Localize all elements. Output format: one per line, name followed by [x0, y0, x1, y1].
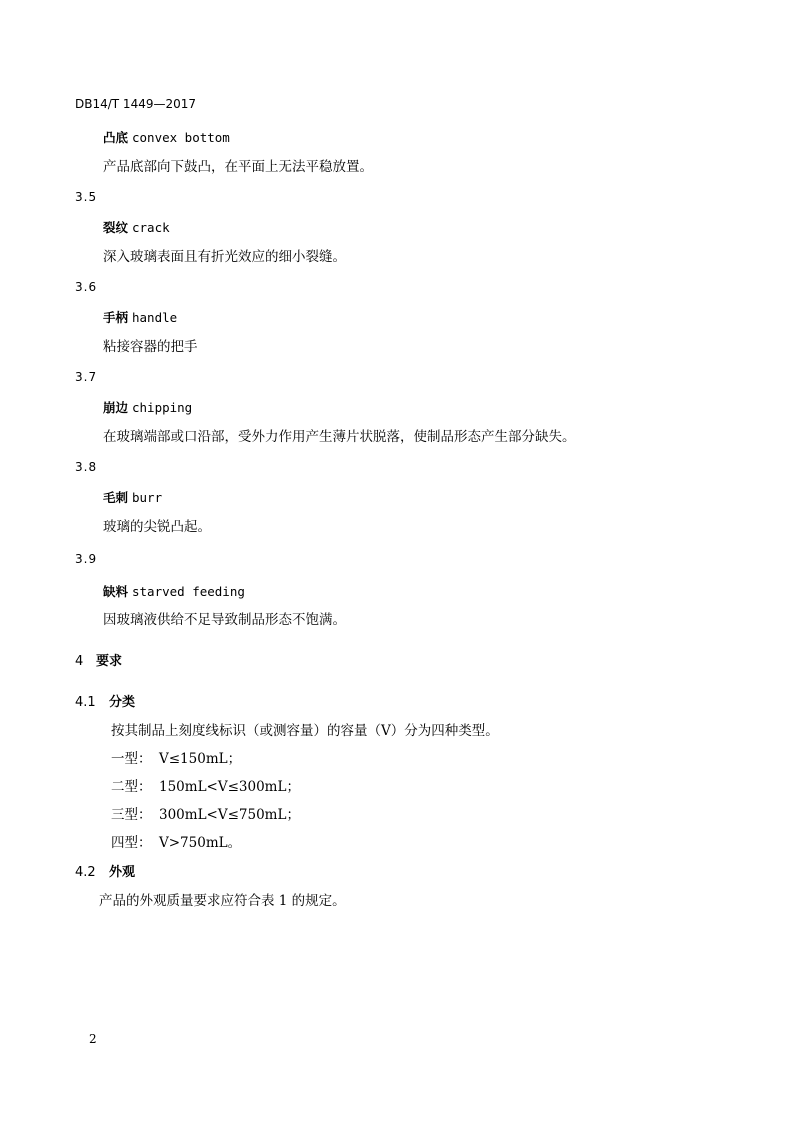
classification-intro: 按其制品上刻度线标识（或测容量）的容量（V）分为四种类型。	[111, 723, 499, 739]
document-code: DB14/T 1449—2017	[75, 97, 197, 111]
section-title: 要求	[96, 654, 123, 669]
section-title: 分类	[109, 695, 136, 710]
clause-number-3-7: 3.7	[75, 370, 98, 384]
term-title-starved-feeding	[103, 586, 245, 599]
type-1-row	[111, 753, 241, 767]
clause-number-3-9: 3.9	[75, 552, 98, 566]
term-definition-burr: 玻璃的尖锐凸起。	[103, 519, 211, 535]
section-number: 4	[75, 654, 84, 669]
term-en: burr	[132, 490, 163, 505]
term-zh: 毛刺	[103, 490, 129, 505]
page-number: 2	[89, 1032, 97, 1046]
type-4-row	[111, 837, 241, 851]
term-title-burr	[103, 492, 162, 505]
term-en: convex bottom	[132, 130, 230, 145]
term-zh: 手柄	[103, 310, 129, 325]
type-label: 四型：	[111, 835, 152, 851]
term-zh: 裂纹	[103, 220, 129, 235]
section-title: 外观	[109, 865, 136, 880]
section-heading-4-1	[75, 696, 135, 709]
term-definition-crack: 深入玻璃表面且有折光效应的细小裂缝。	[103, 249, 346, 265]
term-title-crack	[103, 222, 170, 235]
term-definition-starved-feeding: 因玻璃液供给不足导致制品形态不饱满。	[103, 612, 346, 628]
clause-number-3-8: 3.8	[75, 460, 98, 474]
type-range: V>750mL。	[159, 835, 242, 851]
term-zh: 缺料	[103, 584, 129, 599]
section-heading-4	[75, 655, 122, 668]
term-zh: 崩边	[103, 400, 129, 415]
term-definition-chipping: 在玻璃端部或口沿部，受外力作用产生薄片状脱落，使制品形态产生部分缺失。	[103, 429, 576, 445]
type-range: 150mL<V≤300mL；	[159, 779, 300, 795]
term-title-chipping	[103, 402, 192, 415]
appearance-text: 产品的外观质量要求应符合表 1 的规定。	[99, 893, 346, 909]
type-label: 一型：	[111, 751, 152, 767]
section-heading-4-2	[75, 866, 135, 879]
type-label: 二型：	[111, 779, 152, 795]
term-en: crack	[132, 220, 170, 235]
type-2-row	[111, 781, 300, 795]
term-zh: 凸底	[103, 130, 129, 145]
section-number: 4.1	[75, 695, 96, 710]
clause-number-3-6: 3.6	[75, 280, 98, 294]
type-range: V≤150mL；	[159, 751, 242, 767]
term-en: starved feeding	[132, 584, 245, 599]
type-label: 三型：	[111, 807, 152, 823]
term-en: chipping	[132, 400, 193, 415]
term-definition-handle: 粘接容器的把手	[103, 339, 198, 355]
section-number: 4.2	[75, 865, 96, 880]
type-3-row	[111, 809, 300, 823]
term-definition-convex-bottom: 产品底部向下鼓凸，在平面上无法平稳放置。	[103, 159, 373, 175]
clause-number-3-5: 3.5	[75, 190, 98, 204]
term-title-handle	[103, 312, 177, 325]
type-range: 300mL<V≤750mL；	[159, 807, 300, 823]
term-en: handle	[132, 310, 178, 325]
term-title-convex-bottom	[103, 132, 230, 145]
